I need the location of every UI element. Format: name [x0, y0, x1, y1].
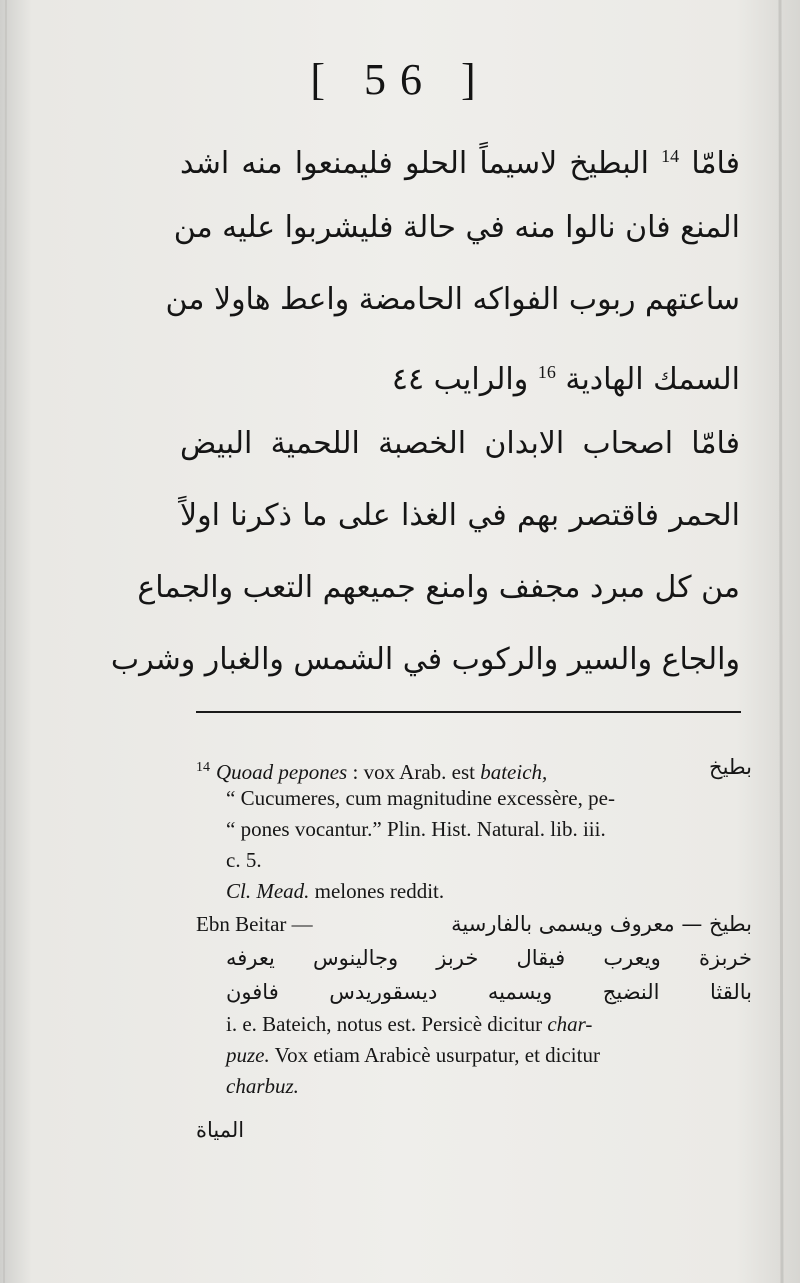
footnote-quote-line-1: “ Cucumeres, cum magnitudine excessère, pe-	[226, 786, 615, 810]
ebn-arabic-1: بطيخ — معروف ويسمى بالفارسية	[451, 912, 752, 936]
arabic-line-4-start: السمك الهادية	[565, 362, 740, 397]
latin-line-2	[196, 1040, 752, 1071]
footnote-rule	[196, 711, 741, 713]
arabic-line-7: من كل مبرد مجفف وامنع جميعهم التعب والجماع	[137, 570, 740, 605]
latin-line-1-italic: char-	[547, 1012, 593, 1036]
catchword: المياة	[196, 1118, 245, 1142]
latin-line-3-italic: charbuz.	[226, 1074, 299, 1098]
latin-line-1	[196, 1009, 752, 1040]
footnote-ebn-line	[196, 907, 752, 941]
mead-name: Cl. Mead.	[226, 879, 310, 903]
latin-line-2-text: Vox etiam Arabicè usurpatur, et dicitur	[269, 1043, 600, 1067]
footnote-lead: Quoad pepones	[216, 760, 348, 784]
footnotes	[196, 752, 752, 1102]
footnote-14-line-1	[196, 752, 752, 783]
latin-line-3	[196, 1071, 752, 1102]
latin-line-1-text: i. e. Bateich, notus est. Persicè dicitur	[226, 1012, 548, 1036]
footnote-quote-line-3: c. 5.	[226, 848, 262, 872]
arabic-line-1-start: فامّا	[691, 146, 741, 181]
ebn-arabic-3: بالقثا النضيج ويسميه ديسقوريدس فافون	[226, 980, 752, 1004]
footnote-ref-14: 14	[661, 146, 680, 166]
arabic-line-5: فامّا اصحاب الابدان الخصبة اللحمية البيض	[180, 426, 740, 461]
footnote-number: 14	[196, 760, 210, 775]
footnote-quote-line-2: “ pones vocantur.” Plin. Hist. Natural. lib. iii.	[226, 817, 606, 841]
mead-rest: melones reddit.	[314, 879, 445, 903]
footnote-mead-line	[196, 876, 752, 907]
page-number: [ 56 ]	[310, 55, 490, 104]
arabic-line-4-end: والرايب ٤٤	[391, 362, 529, 397]
arabic-line-8: والجاع والسير والركوب في الشمس والغبار وشرب	[110, 642, 740, 677]
arabic-line-4	[180, 336, 740, 408]
ebn-arabic-2: خربزة ويعرب فيقال خربز وجالينوس يعرفه	[226, 946, 752, 970]
footnote-ref-16: 16	[537, 362, 556, 382]
ebn-beitar-label: Ebn Beitar —	[196, 912, 313, 936]
arabic-line-3: ساعتهم ربوب الفواكه الحامضة واعط هاولا من	[165, 282, 740, 317]
arabic-line-6: الحمر فاقتصر بهم في الغذا على ما ذكرنا اولاً	[180, 498, 740, 533]
arabic-line-1	[180, 120, 740, 192]
footnote-lead-rest: : vox Arab. est	[352, 760, 475, 784]
arabic-main-text	[110, 120, 741, 696]
arabic-line-1-end: البطيخ لاسيماً الحلو فليمنعوا منه اشد	[180, 146, 649, 181]
latin-line-2-italic: puze.	[226, 1043, 270, 1067]
footnote-term: bateich,	[480, 760, 548, 784]
footnote-term-arabic: بطيخ	[709, 755, 752, 779]
arabic-line-2: المنع فان نالوا منه في حالة فليشربوا عليه من	[173, 210, 740, 245]
